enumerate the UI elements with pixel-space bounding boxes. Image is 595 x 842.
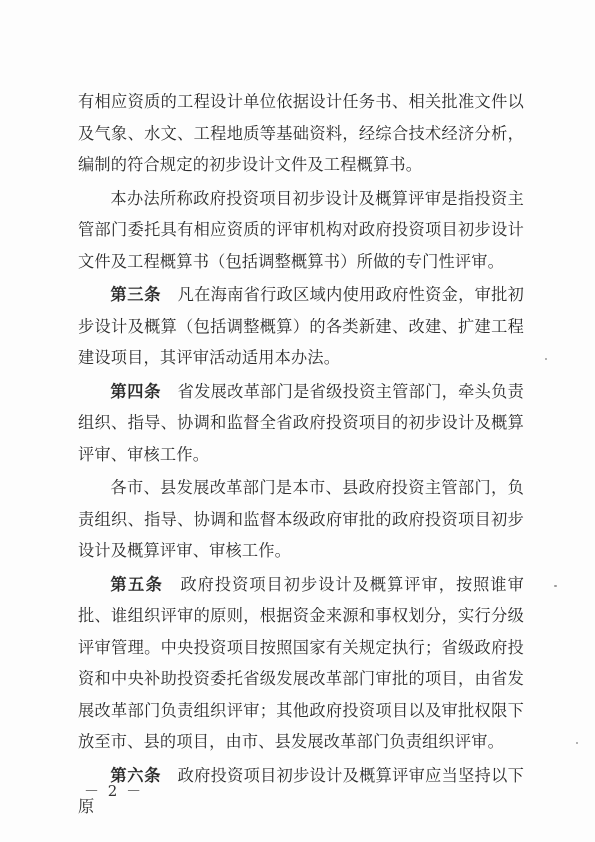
article-number: 第三条 [110, 285, 162, 304]
paragraph-text: 省发展改革部门是省级投资主管部门，牵头负责组织、指导、协调和监督全省政府投资项目的初步设计及概算评审、审核工作。 [78, 381, 524, 464]
article-number: 第六条 [110, 765, 162, 785]
document-body [78, 86, 524, 823]
paragraph-2 [78, 183, 524, 278]
article-6 [78, 760, 524, 823]
paragraph-text: 政府投资项目初步设计及概算评审应当坚持以下原 [78, 765, 524, 816]
scan-speck [576, 742, 578, 744]
page-number: － 2 － [84, 782, 144, 800]
article-5 [78, 569, 524, 758]
article-4 [78, 376, 524, 471]
scan-speck [554, 585, 557, 587]
paragraph-text: 各市、县发展改革部门是本市、县政府投资主管部门，负责组织、指导、协调和监督本级政府审批的政府投资项目初步设计及概算评审、审核工作。 [78, 478, 524, 560]
paragraph-text: 本办法所称政府投资项目初步设计及概算评审是指投资主管部门委托具有相应资质的评审机构对政府投资项目初步设计文件及工程概算书（包括调整概算书）所做的专门性评审。 [78, 188, 524, 271]
paragraph-5 [78, 472, 524, 567]
article-3 [78, 279, 524, 374]
paragraph-text: 有相应资质的工程设计单位依据设计任务书、相关批准文件以及气象、水文、工程地质等基础资料，经综合技术经济分析，编制的符合规定的初步设计文件及工程概算书。 [78, 92, 524, 174]
paragraph-text: 凡在海南省行政区域内使用政府性资金，审批初步设计及概算（包括调整概算）的各类新建、改建、扩建工程建设项目，其评审活动适用本办法。 [78, 285, 524, 367]
scan-speck [545, 358, 547, 360]
paragraph-1 [78, 86, 524, 181]
paragraph-text: 政府投资项目初步设计及概算评审，按照谁审批、谁组织评审的原则，根据资金来源和事权划分，实行分级评审管理。中央投资项目按照国家有关规定执行；省级政府投资和中央补助投资委托省级发展改革部门审批的项目，由省发展改革部门负责组织评审；其他政府投资项目以及审批权限下放至市、县的项目，由市、县发展改革部门负责组织评审。 [78, 574, 524, 751]
article-number: 第四条 [110, 381, 162, 401]
article-number: 第五条 [110, 574, 164, 594]
